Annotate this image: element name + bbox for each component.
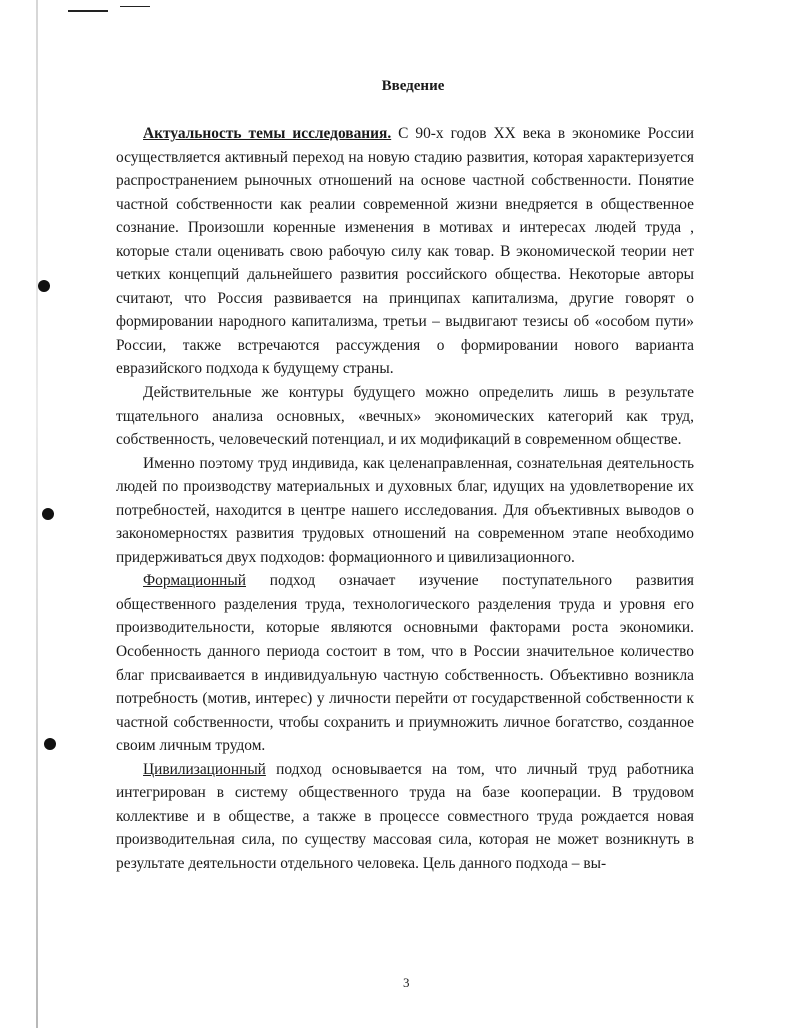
scan-left-edge	[36, 0, 38, 1028]
scan-mark-top	[68, 10, 108, 12]
paragraph: Именно поэтому труд индивида, как целенаправленная, сознательная деятельность людей по производству материальных и духовных благ, идущих на удовлетворение их потребностей, находится в центре нашего исследования. Для объективных выводов о закономерностях развития трудовых отношений на современном этапе необходимо придерживаться двух подходов: формационного и цивилизационного.	[116, 454, 694, 566]
scan-mark-top-right	[120, 6, 150, 7]
paragraph-text: С 90-х годов XX века в экономике России осуществляется активный переход на новую стадию развития, которая характеризуется распространением рыночных отношений на основе частной собственности. Понятие частной собственности как реалии современной жизни внедряется в общественное сознание. Произошли коренные изменения в мотивах и интересах людей труда , которые стали оценивать свою рабочую силу как товар. В экономической теории нет четких концепций дальнейшего развития российского общества. Некоторые авторы считают, что Россия развивается на принципах капитализма, другие говорят о формировании народного капитализма, третьи – выдвигают тезисы об «особом пути» России, также встречаются рассуждения о формировании нового варианта евразийского подхода к будущему страны.	[116, 125, 694, 378]
punch-hole	[38, 280, 50, 292]
paragraph-text: подход основывается на том, что личный труд работника интегрирован в систему общественного труда на базе кооперации. В трудовом коллективе и в обществе, а также в процессе совместного труда рождается новая производительная сила, по существу массовая сила, которая не может возникнуть в результате деятельности отдельного человека. Цель данного подхода – вы-	[116, 760, 694, 872]
paragraph: Действительные же контуры будущего можно определить лишь в результате тщательного анализа основных, «вечных» экономических категорий как труд, собственность, человеческий потенциал, и их модификаций в современном обществе.	[116, 384, 694, 449]
page-title: Введение	[381, 78, 445, 94]
document-body	[116, 122, 694, 876]
paragraph	[116, 569, 694, 757]
page-number: 3	[403, 975, 410, 990]
term-formational: Формационный	[143, 572, 246, 590]
punch-hole	[42, 508, 54, 520]
paragraph-lead: Актуальность темы исследования.	[143, 125, 392, 142]
punch-hole	[44, 738, 56, 750]
paragraph	[116, 122, 694, 381]
paragraph-text: подход означает изучение поступательного развития общественного разделения труда, технологического разделения труда и уровня его производительности, которые являются основными факторами роста экономики. Особенность данного периода состоит в том, что в России значительное количество благ присваивается в индивидуальную частную собственность. Объективно возникла потребность (мотив, интерес) у личности перейти от государственной собственности к частной собственности, чтобы сохранить и приумножить личное богатство, созданное своим личным трудом.	[116, 572, 694, 755]
term-civilizational: Цивилизационный	[143, 760, 266, 778]
paragraph	[116, 758, 694, 876]
